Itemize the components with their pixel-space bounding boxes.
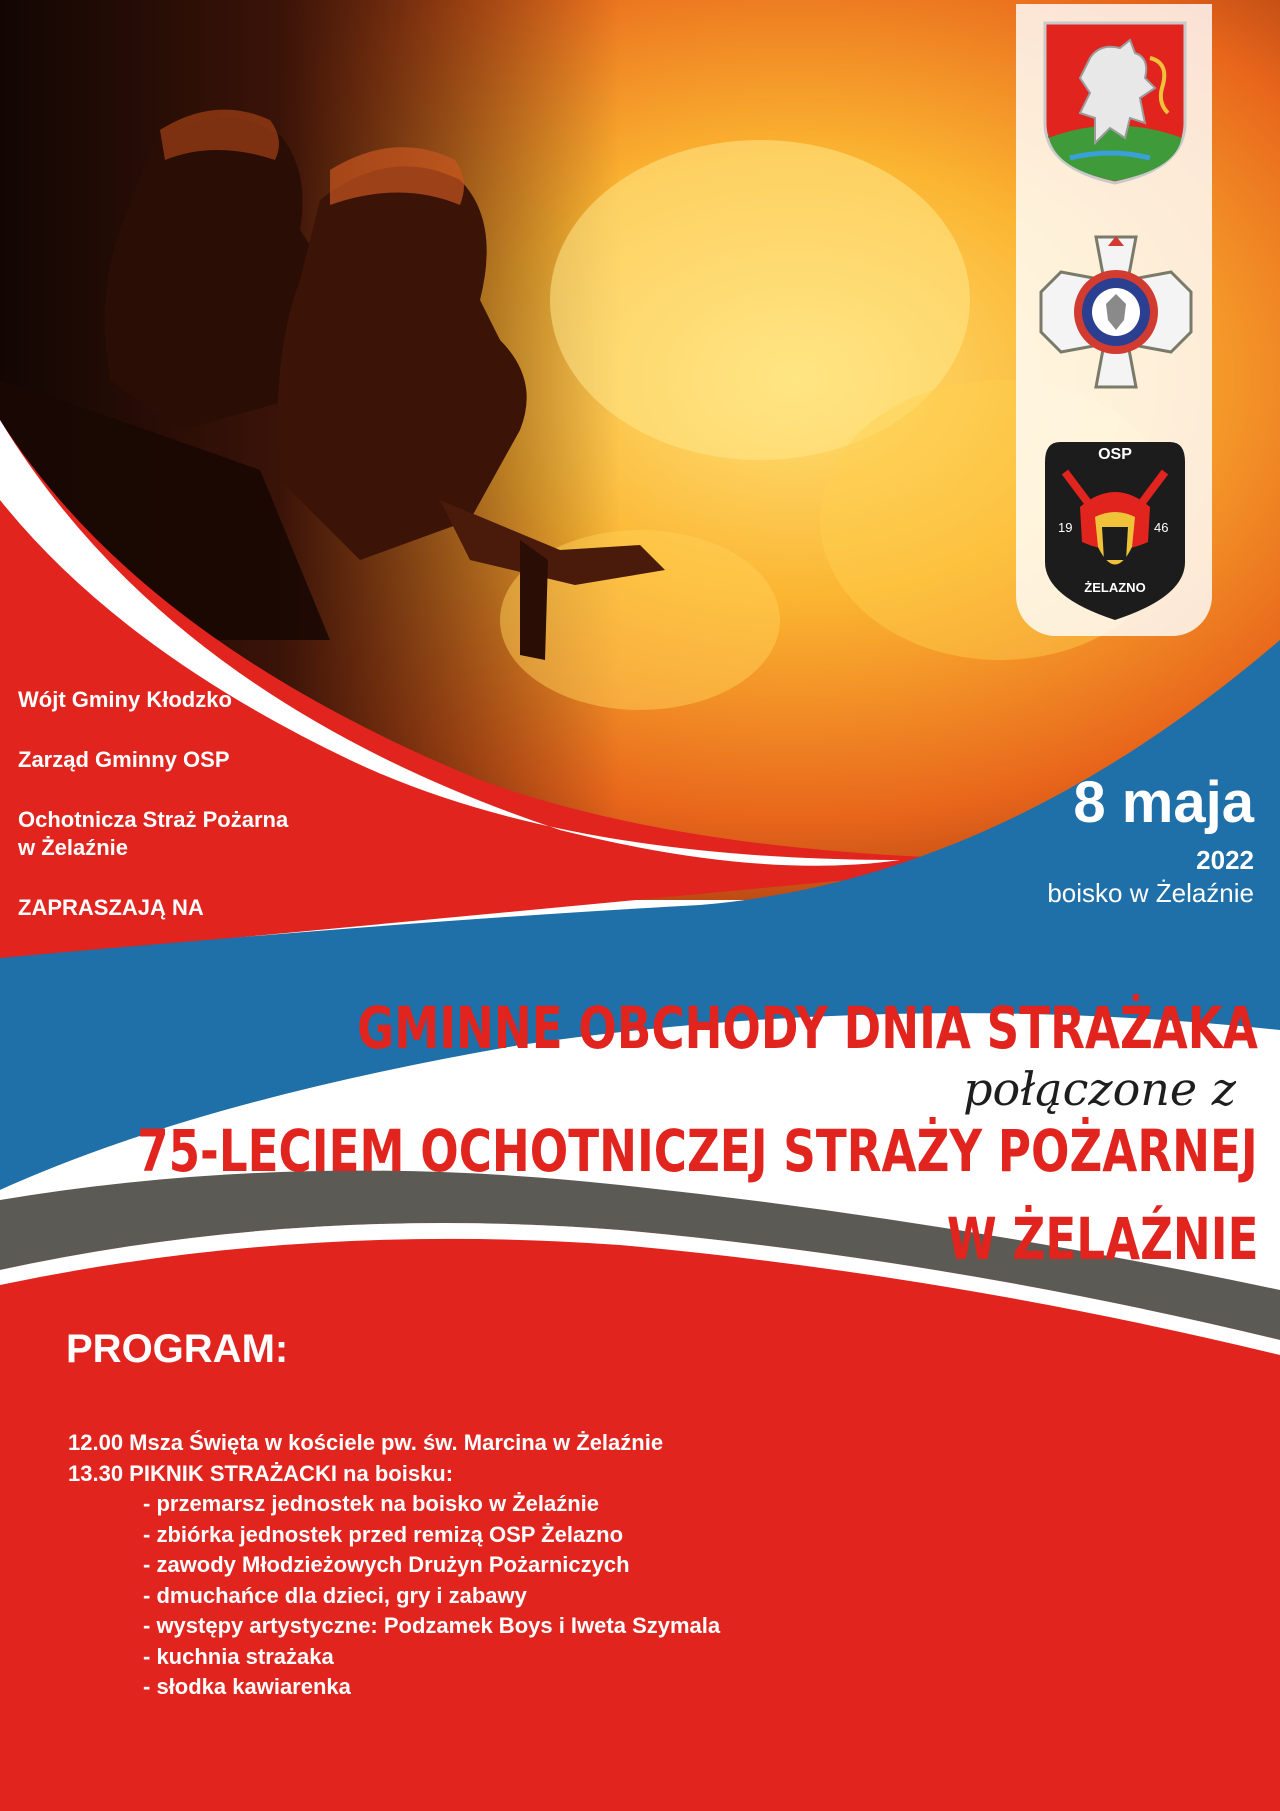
program-item: 12.00 Msza Święta w kościele pw. św. Marcina w Żelaźnie (68, 1430, 664, 1455)
organizer-wojt: Wójt Gminy Kłodzko (18, 687, 232, 712)
program-heading: PROGRAM: (66, 1327, 289, 1371)
invite-text: ZAPRASZAJĄ NA (18, 895, 204, 920)
event-date-block (834, 770, 1254, 910)
organizers-block (18, 686, 418, 922)
program-item: 13.30 PIKNIK STRAŻACKI na boisku: (68, 1460, 454, 1486)
organizer-osp-line2: w Żelaźnie (18, 835, 129, 860)
title-line-2: połączone z (963, 1062, 1236, 1116)
badge-text-top: OSP (1098, 446, 1132, 463)
title-line-3: 75-LECIEM OCHOTNICZEJ STRAŻY POŻARNEJ (137, 1117, 1258, 1185)
event-date: 8 maja (1073, 770, 1254, 835)
title-line-4: W ŻELAŹNIE (946, 1205, 1258, 1273)
osp-cross-emblem-icon (1036, 232, 1196, 392)
gmina-klodzko-coat-of-arms-icon (1040, 18, 1190, 188)
program-subitem: - zbiórka jednostek przed remizą OSP Żelazno (143, 1521, 624, 1547)
osp-zelazno-badge (1040, 432, 1190, 622)
organizer-osp-line1: Ochotnicza Straż Pożarna (18, 807, 289, 832)
event-year: 2022 (1196, 845, 1254, 875)
badge-year-left: 19 (1058, 520, 1073, 535)
program-list (68, 1428, 1168, 1703)
program-subitem: - zawody Młodzieżowych Drużyn Pożarniczych (143, 1552, 630, 1577)
program-subitem: - przemarsz jednostek na boisko w Żelaźnie (143, 1491, 600, 1516)
program-subitem: - występy artystyczne: Podzamek Boys i Iweta Szymala (143, 1613, 721, 1638)
badge-text-bottom: ŻELAZNO (1084, 580, 1146, 595)
organizer-zarzad: Zarząd Gminny OSP (18, 747, 230, 772)
event-place: boisko w Żelaźnie (1047, 878, 1254, 908)
program-subitem: - dmuchańce dla dzieci, gry i zabawy (143, 1582, 527, 1608)
program-subitem: - kuchnia strażaka (143, 1643, 334, 1669)
title-line-1: GMINNE OBCHODY DNIA STRAŻAKA (357, 994, 1258, 1062)
program-subitem: - słodka kawiarenka (143, 1674, 351, 1699)
badge-year-right: 46 (1154, 520, 1169, 535)
